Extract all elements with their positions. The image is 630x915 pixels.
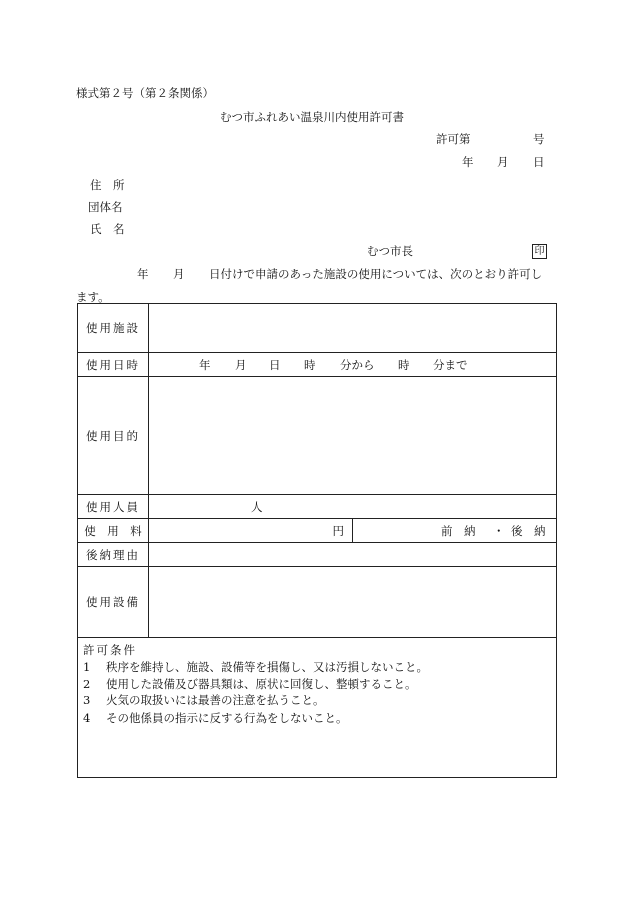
datetime-label-text: 使用日時: [86, 357, 140, 372]
conditions-cell: [78, 638, 557, 778]
intro-month: 月: [173, 267, 185, 281]
datetime-label: [78, 353, 149, 377]
date-year: 年: [462, 155, 474, 169]
condition-item-3: [83, 693, 324, 707]
equipment-value[interactable]: [149, 567, 557, 638]
fee-value[interactable]: [149, 519, 353, 543]
facility-label: [78, 304, 149, 353]
permit-number-suffix: 号: [533, 132, 545, 146]
facility-label-text: 使用施設: [86, 321, 140, 335]
datetime-unit-hour: 時: [304, 357, 316, 372]
group-name-label: 団体名: [88, 200, 123, 214]
fee-label-text: 使 用 料: [84, 523, 142, 538]
people-unit: 人: [251, 499, 263, 514]
seal-box: 印: [532, 244, 547, 259]
table-row-equipment: [78, 567, 557, 638]
document-title: むつ市ふれあい温泉川内使用許可書: [220, 110, 404, 124]
table-row-people: [78, 495, 557, 519]
condition-item-4: [83, 711, 347, 725]
purpose-value[interactable]: [149, 377, 557, 495]
condition-num: 2: [83, 677, 91, 691]
conditions-heading: 許可条件: [83, 643, 137, 657]
datetime-unit-year: 年: [199, 357, 211, 372]
issuer-title: むつ市長: [367, 244, 413, 258]
people-value[interactable]: [149, 495, 557, 519]
table-row-purpose: [78, 377, 557, 495]
table-row-conditions: [78, 638, 557, 778]
datetime-unit-minute-to: 分まで: [433, 357, 468, 372]
form-number: 様式第２号（第２条関係）: [76, 86, 214, 100]
table-row-facility: [78, 304, 557, 353]
people-label-text: 使用人員: [86, 499, 140, 514]
fee-unit: 円: [332, 523, 344, 538]
payment-method[interactable]: [353, 519, 557, 543]
late-reason-value[interactable]: [149, 543, 557, 567]
late-reason-label: [78, 543, 149, 567]
condition-item-1: [83, 660, 428, 674]
payment-before[interactable]: 前 納: [441, 523, 476, 538]
condition-text: 秩序を維持し、施設、設備等を損傷し、又は汚損しないこと。: [105, 660, 428, 674]
intro-text: 日付けで申請のあった施設の使用については、次のとおり許可し: [209, 267, 543, 281]
datetime-unit-month: 月: [235, 357, 247, 372]
date-month: 月: [497, 155, 509, 169]
datetime-unit-minute-from: 分から: [340, 357, 375, 372]
address-label: 住 所: [90, 178, 125, 192]
condition-item-2: [83, 677, 416, 691]
datetime-value[interactable]: [149, 353, 557, 377]
condition-num: 1: [83, 660, 91, 674]
date-day: 日: [533, 155, 545, 169]
payment-separator: ・: [493, 523, 505, 538]
condition-text: 使用した設備及び器具類は、原状に回復し、整頓すること。: [105, 677, 417, 691]
datetime-unit-hour-to: 時: [398, 357, 410, 372]
intro-year: 年: [137, 267, 149, 281]
table-row-late-reason: [78, 543, 557, 567]
equipment-label-text: 使用設備: [86, 595, 140, 609]
condition-num: 4: [83, 711, 91, 725]
condition-num: 3: [83, 693, 91, 707]
late-reason-label-text: 後納理由: [86, 547, 140, 562]
purpose-label-text: 使用目的: [86, 428, 140, 443]
payment-after[interactable]: 後 納: [511, 523, 546, 538]
intro-text-end: ます。: [76, 290, 110, 304]
permit-number-label: 許可第: [436, 132, 471, 146]
condition-text: その他係員の指示に反する行為をしないこと。: [105, 711, 348, 725]
purpose-label: [78, 377, 149, 495]
fee-label: [78, 519, 149, 543]
condition-text: 火気の取扱いには最善の注意を払うこと。: [105, 693, 325, 707]
facility-value[interactable]: [149, 304, 557, 353]
table-row-datetime: [78, 353, 557, 377]
datetime-unit-day: 日: [269, 357, 281, 372]
seal-mark: [532, 243, 547, 259]
table-row-fee: [78, 519, 557, 543]
people-label: [78, 495, 149, 519]
equipment-label: [78, 567, 149, 638]
applicant-name-label: 氏 名: [90, 222, 125, 236]
